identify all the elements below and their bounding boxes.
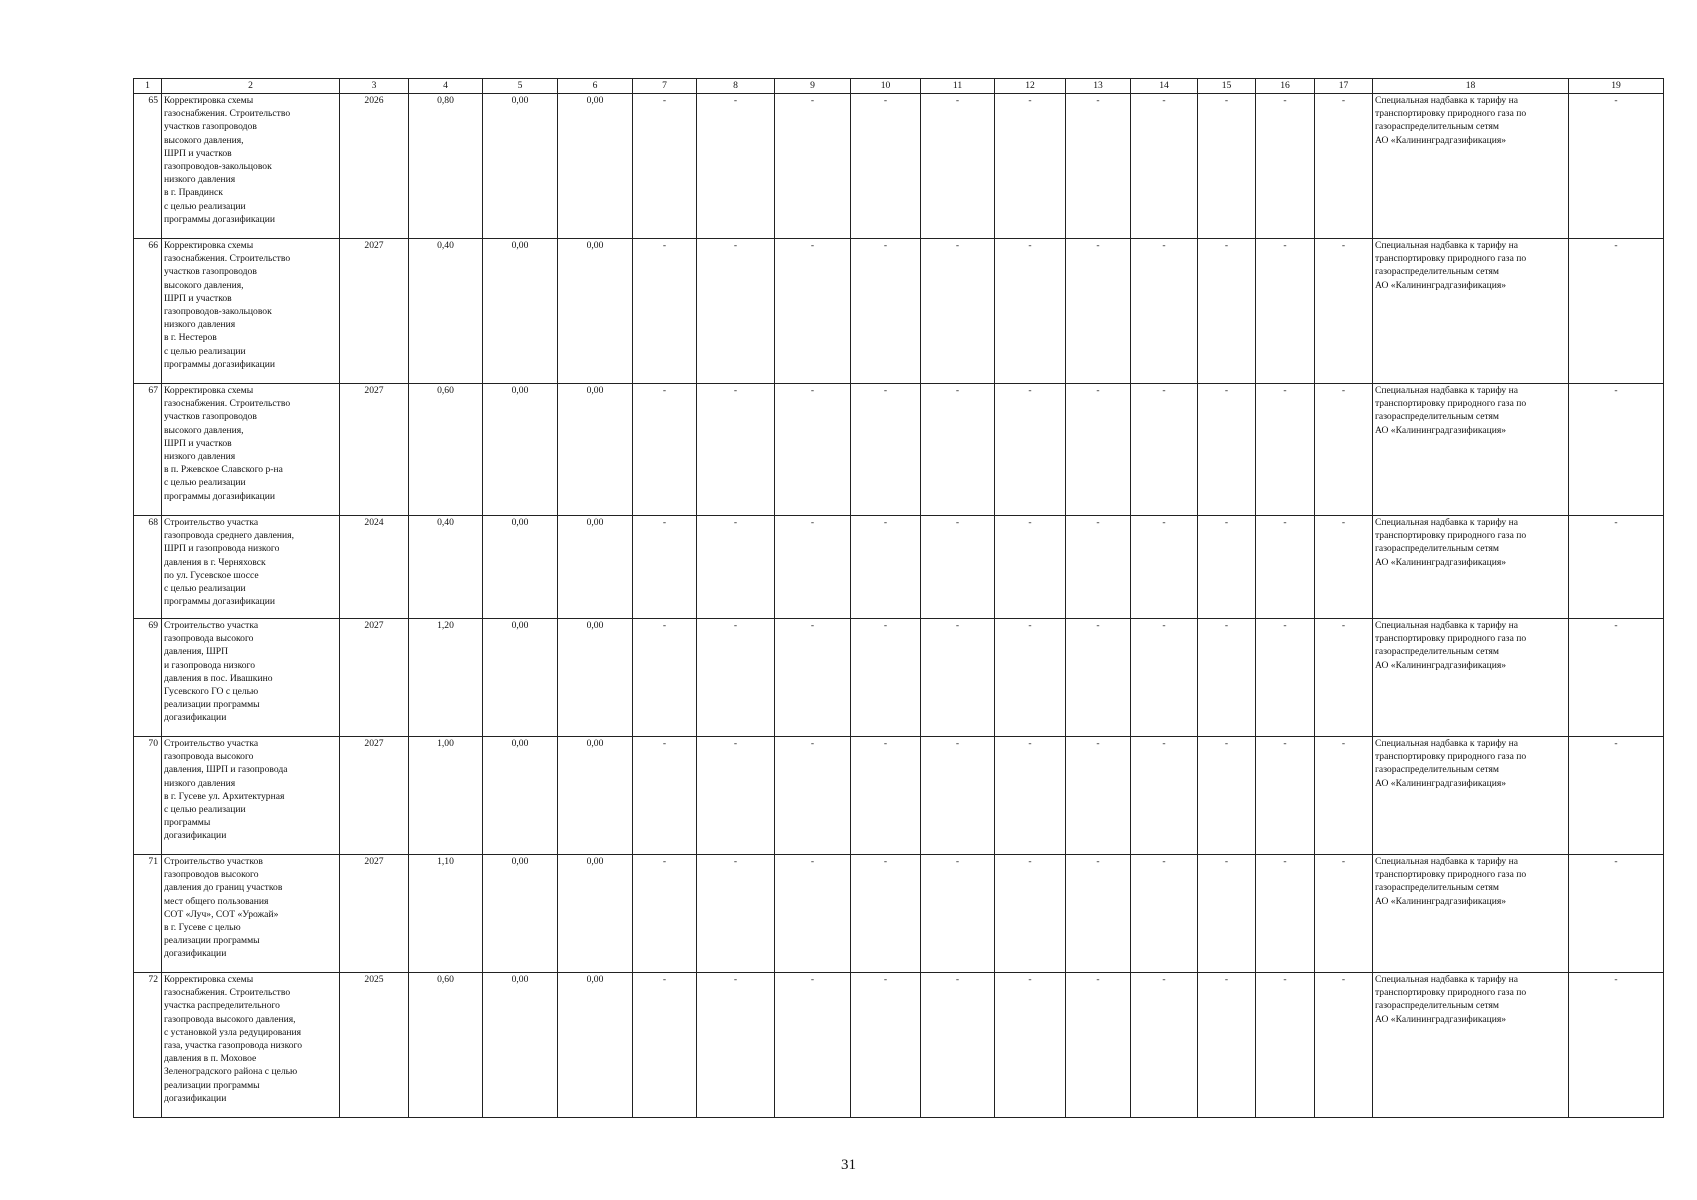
dash-cell: - <box>921 619 995 737</box>
table-row <box>134 384 1664 516</box>
dash-cell: - <box>995 619 1066 737</box>
dash-cell: - <box>921 855 995 973</box>
project-name: Корректировка схемы газоснабжения. Строительство участков газопроводов высокого давления, ШРП и участков низкого давления в п. Ржевское Славского р-на с целью реализации программы догазификации <box>162 384 340 516</box>
table-row <box>134 737 1664 855</box>
dash-cell: - <box>921 384 995 516</box>
dash-cell: - <box>1315 94 1373 239</box>
dash-cell: - <box>995 737 1066 855</box>
year-cell: 2025 <box>340 973 409 1118</box>
column-header: 18 <box>1373 79 1569 94</box>
year-cell: 2027 <box>340 737 409 855</box>
project-name: Корректировка схемы газоснабжения. Строительство участка распределительного газопровода высокого давления, с установкой узла редуцирования газа, участка газопровода низкого давления в п. Моховое Зеленоградского района с целью реализации программы догазификации <box>162 973 340 1118</box>
dash-cell: - <box>775 516 851 619</box>
value-cell-col4: 0,80 <box>409 94 483 239</box>
year-cell: 2024 <box>340 516 409 619</box>
dash-cell: - <box>921 239 995 384</box>
value-cell-col19: - <box>1569 619 1664 737</box>
table-row <box>134 855 1664 973</box>
project-name: Строительство участка газопровода высокого давления, ШРП и газопровода низкого давления в пос. Ивашкино Гусевского ГО с целью реализации программы догазификации <box>162 619 340 737</box>
funding-source: Специальная надбавка к тарифу на транспортировку природного газа по газораспределительным сетям АО «Калининградгазификация» <box>1373 516 1569 619</box>
funding-source: Специальная надбавка к тарифу на транспортировку природного газа по газораспределительным сетям АО «Калининградгазификация» <box>1373 384 1569 516</box>
dash-cell: - <box>633 94 697 239</box>
column-header: 13 <box>1066 79 1131 94</box>
dash-cell: - <box>697 619 775 737</box>
value-cell-col19: - <box>1569 973 1664 1118</box>
funding-source: Специальная надбавка к тарифу на транспортировку природного газа по газораспределительным сетям АО «Калининградгазификация» <box>1373 973 1569 1118</box>
row-number: 65 <box>134 94 162 239</box>
column-header: 5 <box>483 79 558 94</box>
funding-source: Специальная надбавка к тарифу на транспортировку природного газа по газораспределительным сетям АО «Калининградгазификация» <box>1373 619 1569 737</box>
value-cell-col6: 0,00 <box>558 973 633 1118</box>
dash-cell: - <box>1315 973 1373 1118</box>
dash-cell: - <box>995 94 1066 239</box>
dash-cell: - <box>1066 516 1131 619</box>
dash-cell: - <box>697 239 775 384</box>
dash-cell: - <box>1198 619 1256 737</box>
column-header: 1 <box>134 79 162 94</box>
dash-cell: - <box>1198 973 1256 1118</box>
dash-cell: - <box>851 94 921 239</box>
column-header: 10 <box>851 79 921 94</box>
dash-cell: - <box>1256 855 1315 973</box>
row-number: 70 <box>134 737 162 855</box>
dash-cell: - <box>1131 94 1198 239</box>
dash-cell: - <box>1315 619 1373 737</box>
column-header: 19 <box>1569 79 1664 94</box>
table-row <box>134 973 1664 1118</box>
dash-cell: - <box>1198 855 1256 973</box>
dash-cell: - <box>1198 94 1256 239</box>
value-cell-col4: 0,60 <box>409 384 483 516</box>
dash-cell: - <box>697 973 775 1118</box>
column-header: 4 <box>409 79 483 94</box>
dash-cell: - <box>633 737 697 855</box>
dash-cell: - <box>633 619 697 737</box>
year-cell: 2027 <box>340 855 409 973</box>
dash-cell: - <box>851 384 921 516</box>
investment-program-table <box>133 78 1664 1118</box>
column-header: 16 <box>1256 79 1315 94</box>
dash-cell: - <box>633 384 697 516</box>
dash-cell: - <box>1256 737 1315 855</box>
dash-cell: - <box>921 973 995 1118</box>
dash-cell: - <box>851 239 921 384</box>
column-header: 11 <box>921 79 995 94</box>
dash-cell: - <box>1256 239 1315 384</box>
dash-cell: - <box>851 737 921 855</box>
column-header: 15 <box>1198 79 1256 94</box>
value-cell-col4: 1,00 <box>409 737 483 855</box>
value-cell-col5: 0,00 <box>483 737 558 855</box>
funding-source: Специальная надбавка к тарифу на транспортировку природного газа по газораспределительным сетям АО «Калининградгазификация» <box>1373 239 1569 384</box>
dash-cell: - <box>1198 737 1256 855</box>
dash-cell: - <box>775 973 851 1118</box>
column-number-header-row <box>134 79 1664 94</box>
row-number: 67 <box>134 384 162 516</box>
column-header: 12 <box>995 79 1066 94</box>
dash-cell: - <box>697 94 775 239</box>
dash-cell: - <box>1066 855 1131 973</box>
row-number: 68 <box>134 516 162 619</box>
dash-cell: - <box>1066 619 1131 737</box>
value-cell-col19: - <box>1569 239 1664 384</box>
dash-cell: - <box>1198 384 1256 516</box>
table-row <box>134 516 1664 619</box>
funding-source: Специальная надбавка к тарифу на транспортировку природного газа по газораспределительным сетям АО «Калининградгазификация» <box>1373 737 1569 855</box>
year-cell: 2027 <box>340 239 409 384</box>
dash-cell: - <box>1066 94 1131 239</box>
dash-cell: - <box>921 516 995 619</box>
dash-cell: - <box>1131 239 1198 384</box>
dash-cell: - <box>995 384 1066 516</box>
dash-cell: - <box>851 516 921 619</box>
project-name: Корректировка схемы газоснабжения. Строительство участков газопроводов высокого давления, ШРП и участков газопроводов-закольцовок низкого давления в г. Нестеров с целью реализации программы догазификации <box>162 239 340 384</box>
dash-cell: - <box>1256 384 1315 516</box>
value-cell-col5: 0,00 <box>483 619 558 737</box>
value-cell-col5: 0,00 <box>483 384 558 516</box>
value-cell-col4: 0,40 <box>409 516 483 619</box>
value-cell-col5: 0,00 <box>483 94 558 239</box>
column-header: 6 <box>558 79 633 94</box>
row-number: 72 <box>134 973 162 1118</box>
dash-cell: - <box>1131 973 1198 1118</box>
dash-cell: - <box>1066 384 1131 516</box>
dash-cell: - <box>633 855 697 973</box>
funding-source: Специальная надбавка к тарифу на транспортировку природного газа по газораспределительным сетям АО «Калининградгазификация» <box>1373 855 1569 973</box>
dash-cell: - <box>1315 516 1373 619</box>
dash-cell: - <box>1198 516 1256 619</box>
table-row <box>134 94 1664 239</box>
dash-cell: - <box>697 516 775 619</box>
dash-cell: - <box>851 973 921 1118</box>
dash-cell: - <box>1256 516 1315 619</box>
year-cell: 2027 <box>340 619 409 737</box>
project-name: Строительство участка газопровода среднего давления, ШРП и газопровода низкого давления в г. Черняховск по ул. Гусевское шоссе с целью реализации программы догазификации <box>162 516 340 619</box>
dash-cell: - <box>1315 384 1373 516</box>
column-header: 8 <box>697 79 775 94</box>
dash-cell: - <box>921 94 995 239</box>
value-cell-col4: 1,20 <box>409 619 483 737</box>
dash-cell: - <box>1066 239 1131 384</box>
value-cell-col4: 1,10 <box>409 855 483 973</box>
column-header: 7 <box>633 79 697 94</box>
value-cell-col19: - <box>1569 384 1664 516</box>
dash-cell: - <box>921 737 995 855</box>
page-number: 31 <box>841 1157 856 1173</box>
value-cell-col6: 0,00 <box>558 94 633 239</box>
row-number: 69 <box>134 619 162 737</box>
value-cell-col19: - <box>1569 94 1664 239</box>
value-cell-col19: - <box>1569 855 1664 973</box>
column-header: 9 <box>775 79 851 94</box>
column-header: 14 <box>1131 79 1198 94</box>
dash-cell: - <box>775 855 851 973</box>
dash-cell: - <box>995 855 1066 973</box>
dash-cell: - <box>995 516 1066 619</box>
dash-cell: - <box>1066 973 1131 1118</box>
dash-cell: - <box>1131 737 1198 855</box>
dash-cell: - <box>775 239 851 384</box>
value-cell-col19: - <box>1569 737 1664 855</box>
value-cell-col5: 0,00 <box>483 973 558 1118</box>
dash-cell: - <box>1066 737 1131 855</box>
dash-cell: - <box>1131 619 1198 737</box>
table-row <box>134 619 1664 737</box>
row-number: 66 <box>134 239 162 384</box>
dash-cell: - <box>633 239 697 384</box>
dash-cell: - <box>1256 94 1315 239</box>
dash-cell: - <box>1315 855 1373 973</box>
value-cell-col19: - <box>1569 516 1664 619</box>
table-row <box>134 239 1664 384</box>
dash-cell: - <box>697 737 775 855</box>
value-cell-col4: 0,60 <box>409 973 483 1118</box>
dash-cell: - <box>775 619 851 737</box>
dash-cell: - <box>995 239 1066 384</box>
dash-cell: - <box>1256 619 1315 737</box>
dash-cell: - <box>851 619 921 737</box>
column-header: 2 <box>162 79 340 94</box>
row-number: 71 <box>134 855 162 973</box>
year-cell: 2026 <box>340 94 409 239</box>
year-cell: 2027 <box>340 384 409 516</box>
dash-cell: - <box>1131 855 1198 973</box>
dash-cell: - <box>1131 516 1198 619</box>
column-header: 3 <box>340 79 409 94</box>
project-name: Корректировка схемы газоснабжения. Строительство участков газопроводов высокого давления, ШРП и участков газопроводов-закольцовок низкого давления в г. Правдинск с целью реализации программы догазификации <box>162 94 340 239</box>
dash-cell: - <box>775 737 851 855</box>
dash-cell: - <box>633 973 697 1118</box>
project-name: Строительство участков газопроводов высокого давления до границ участков мест общего пользования СОТ «Луч», СОТ «Урожай» в г. Гусеве с целью реализации программы догазификации <box>162 855 340 973</box>
dash-cell: - <box>697 384 775 516</box>
project-name: Строительство участка газопровода высокого давления, ШРП и газопровода низкого давления в г. Гусеве ул. Архитектурная с целью реализации программы догазификации <box>162 737 340 855</box>
funding-source: Специальная надбавка к тарифу на транспортировку природного газа по газораспределительным сетям АО «Калининградгазификация» <box>1373 94 1569 239</box>
dash-cell: - <box>1315 737 1373 855</box>
dash-cell: - <box>697 855 775 973</box>
value-cell-col6: 0,00 <box>558 737 633 855</box>
value-cell-col6: 0,00 <box>558 239 633 384</box>
value-cell-col6: 0,00 <box>558 384 633 516</box>
column-header: 17 <box>1315 79 1373 94</box>
value-cell-col6: 0,00 <box>558 619 633 737</box>
dash-cell: - <box>1315 239 1373 384</box>
value-cell-col4: 0,40 <box>409 239 483 384</box>
dash-cell: - <box>1131 384 1198 516</box>
dash-cell: - <box>1256 973 1315 1118</box>
dash-cell: - <box>775 94 851 239</box>
value-cell-col5: 0,00 <box>483 855 558 973</box>
value-cell-col6: 0,00 <box>558 855 633 973</box>
value-cell-col5: 0,00 <box>483 239 558 384</box>
dash-cell: - <box>851 855 921 973</box>
value-cell-col5: 0,00 <box>483 516 558 619</box>
dash-cell: - <box>1198 239 1256 384</box>
dash-cell: - <box>775 384 851 516</box>
dash-cell: - <box>633 516 697 619</box>
dash-cell: - <box>995 973 1066 1118</box>
value-cell-col6: 0,00 <box>558 516 633 619</box>
